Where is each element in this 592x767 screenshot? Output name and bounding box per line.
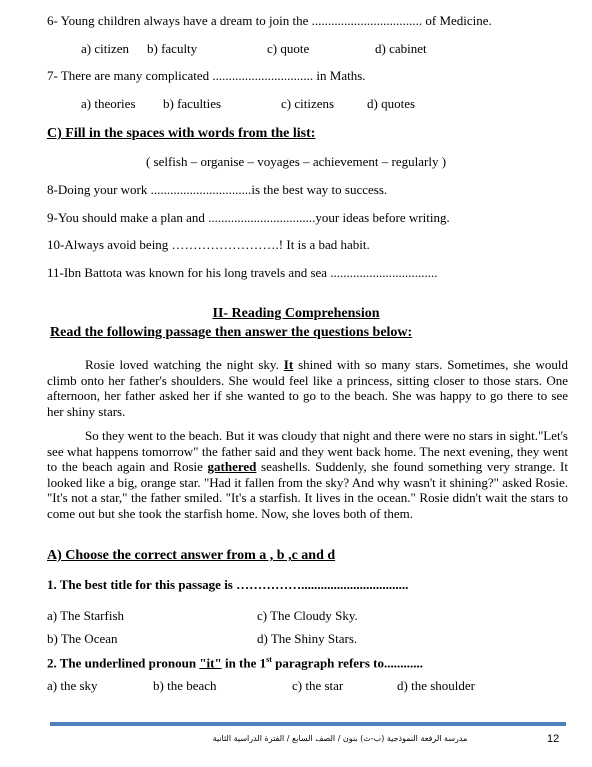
option-d[interactable]: d) the shoulder	[397, 678, 475, 693]
option-d[interactable]: d) quotes	[367, 96, 416, 111]
section-a-title: A) Choose the correct answer from a , b ,c and d	[47, 548, 336, 563]
word-list: ( selfish – organise – voyages – achievement – regularly )	[145, 154, 447, 169]
reading-title: II- Reading Comprehension	[212, 306, 380, 321]
question-6: 6- Young children always have a dream to join the .................................. of Medicine.	[47, 13, 492, 28]
option-d[interactable]: d) cabinet	[375, 41, 427, 56]
option-b[interactable]: b) faculties	[163, 96, 222, 111]
underlined-gathered: gathered	[207, 459, 257, 475]
option-a[interactable]: a) the sky	[47, 678, 98, 693]
option-a[interactable]: a) citizen	[81, 41, 129, 56]
option-b[interactable]: b) faculty	[147, 41, 198, 56]
option-d[interactable]: d) The Shiny Stars.	[257, 631, 358, 646]
question-8: 8-Doing your work ...............................is the best way to success.	[47, 182, 388, 197]
question-1: 1. The best title for this passage is …………….................................	[47, 577, 409, 592]
section-c-title: C) Fill in the spaces with words from the list:	[47, 126, 316, 141]
option-b[interactable]: b) The Ocean	[47, 631, 118, 646]
question-2: 2. The underlined pronoun "it" in the 1st paragraph refers to............	[47, 655, 423, 671]
question-10: 10-Always avoid being …………………….! It is a bad habit.	[47, 237, 370, 252]
option-c[interactable]: c) citizens	[281, 96, 335, 111]
option-c[interactable]: c) the star	[292, 678, 344, 693]
option-c[interactable]: c) quote	[267, 41, 310, 56]
option-a[interactable]: a) theories	[81, 96, 136, 111]
reading-instruction: Read the following passage then answer the questions below:	[50, 325, 413, 340]
passage-paragraph-1: Rosie loved watching the night sky. It shined with so many stars. Sometimes, she would climb onto her father's shoulders. She would feel like a princess, sitting closer to those stars. One afternoon, her father asked her if she wanted to go to the beach. She was happy to go there to see her shiny stars.	[47, 357, 569, 419]
question-11: 11-Ibn Battota was known for his long travels and sea .................................	[47, 265, 438, 280]
question-9: 9-You should make a plan and .................................your ideas before writing.	[47, 210, 450, 225]
footer-school-text: مدرسة الرفعة النموذجية (ب-ث) بنون / الصف السابع / الفترة الدراسية الثانية	[212, 734, 468, 743]
passage-paragraph-2: So they went to the beach. But it was cloudy that night and there were no stars in sight."Let's see what happens tomorrow" the father said and they went back home. The next evening, they went to the beach again and Rosie gathered seashells. Suddenly, she found something very strange. It looked like a big, orange star. "Had it fallen from the sky? And why wasn't it shining?" asked Rosie. "It's not a star," the father smiled. "It's a starfish. It lives in the ocean." Rosie didn't wait the stars to come out but she took the starfish home. Now, she loves both of them.	[47, 428, 568, 521]
option-a[interactable]: a) The Starfish	[47, 608, 125, 623]
underlined-it: It	[283, 357, 294, 372]
option-b[interactable]: b) the beach	[153, 678, 217, 693]
page-number: 12	[547, 733, 560, 745]
footer-divider	[50, 722, 566, 726]
question-7: 7- There are many complicated ............................... in Maths.	[47, 68, 366, 83]
option-c[interactable]: c) The Cloudy Sky.	[257, 608, 358, 623]
